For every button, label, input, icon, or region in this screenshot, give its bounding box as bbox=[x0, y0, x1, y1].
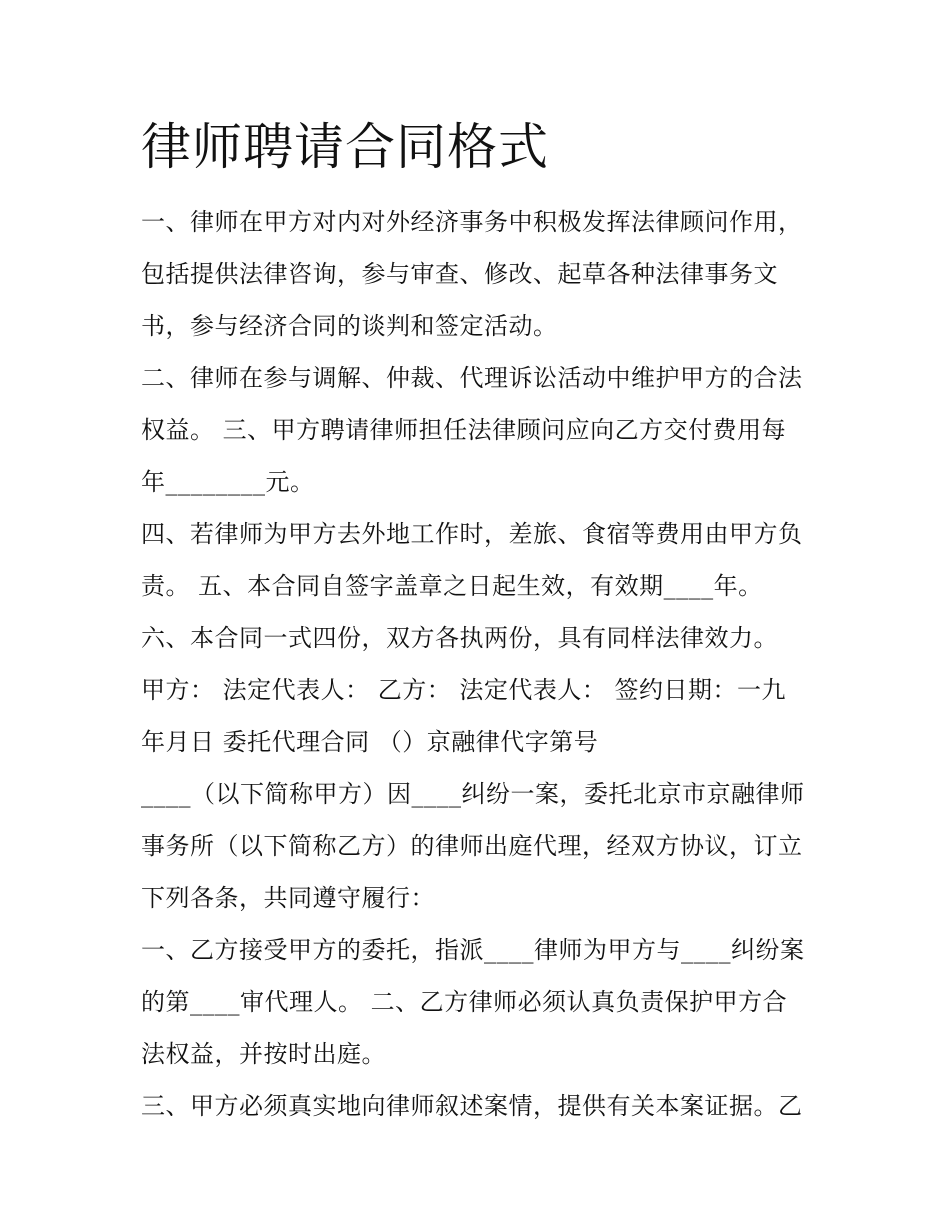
text-line: 事务所（以下简称乙方）的律师出庭代理，经双方协议，订立 bbox=[141, 832, 803, 860]
text-line: 甲方： 法定代表人： 乙方： 法定代表人： 签约日期：一九 bbox=[141, 676, 787, 704]
text-line: 四、若律师为甲方去外地工作时，差旅、食宿等费用由甲方负 bbox=[141, 520, 803, 548]
document-title: 律师聘请合同格式 bbox=[141, 118, 549, 176]
text-line: 权益。 三、甲方聘请律师担任法律顾问应向乙方交付费用每 bbox=[141, 416, 787, 444]
text-line: 书，参与经济合同的谈判和签定活动。 bbox=[141, 312, 558, 340]
text-line: 包括提供法律咨询，参与审查、修改、起草各种法律事务文 bbox=[141, 260, 778, 288]
text-line: 的第____审代理人。 二、乙方律师必须认真负责保护甲方合 bbox=[141, 988, 788, 1016]
text-line: 三、甲方必须真实地向律师叙述案情，提供有关本案证据。乙 bbox=[141, 1092, 803, 1120]
text-line: 二、律师在参与调解、仲裁、代理诉讼活动中维护甲方的合法 bbox=[141, 364, 803, 392]
text-line: 下列各条，共同遵守履行： bbox=[141, 884, 435, 912]
document-body bbox=[141, 196, 821, 1132]
text-line: 责。 五、本合同自签字盖章之日起生效，有效期____年。 bbox=[141, 572, 763, 600]
text-line: 一、律师在甲方对内对外经济事务中积极发挥法律顾问作用， bbox=[141, 208, 803, 236]
text-line: 六、本合同一式四份，双方各执两份，具有同样法律效力。 bbox=[141, 624, 778, 652]
text-line: 一、乙方接受甲方的委托，指派____律师为甲方与____纠纷案 bbox=[141, 936, 805, 964]
text-line: 年________元。 bbox=[141, 468, 315, 496]
text-line: 年月日 委托代理合同 （）京融律代字第号 bbox=[141, 728, 599, 756]
text-line: ____（以下简称甲方）因____纠纷一案，委托北京市京融律师 bbox=[141, 780, 805, 808]
text-line: 法权益，并按时出庭。 bbox=[141, 1040, 386, 1068]
